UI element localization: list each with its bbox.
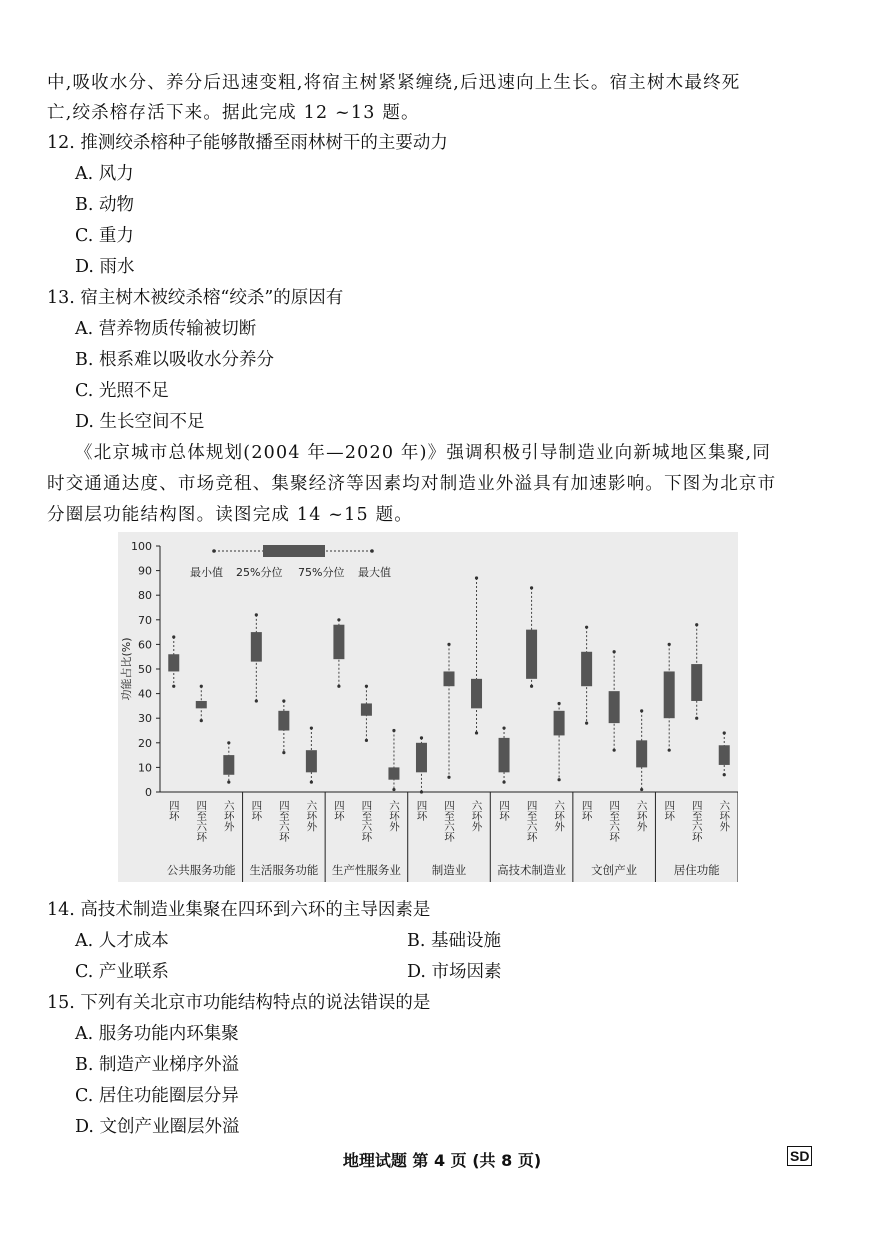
max-dot: [337, 618, 340, 621]
min-dot: [723, 773, 726, 776]
min-dot: [502, 781, 505, 784]
max-dot: [282, 699, 285, 702]
max-dot: [640, 709, 643, 712]
max-dot: [585, 626, 588, 629]
box: [609, 691, 620, 723]
question-12-option-b: B. 动物: [75, 195, 134, 215]
y-tick-label: 90: [138, 564, 152, 578]
box: [333, 625, 344, 659]
y-tick-label: 80: [138, 589, 152, 603]
ring-label: 四环: [167, 800, 180, 821]
min-dot: [282, 751, 285, 754]
min-dot: [200, 719, 203, 722]
box: [581, 652, 592, 686]
min-dot: [420, 790, 423, 793]
y-tick-label: 50: [138, 663, 152, 676]
ring-label: 四环: [498, 800, 511, 821]
ring-label: 四至六环: [608, 800, 621, 842]
question-13-option-c: C. 光照不足: [75, 381, 169, 401]
y-tick-label: 10: [138, 761, 152, 775]
boxplot-svg: [118, 532, 738, 882]
max-dot: [695, 623, 698, 626]
ring-label: 六环外: [470, 800, 483, 832]
question-14-option-b: B. 基础设施: [407, 931, 501, 951]
min-dot: [640, 788, 643, 791]
min-dot: [255, 699, 258, 702]
max-dot: [365, 685, 368, 688]
question-13-stem: 13. 宿主树木被绞杀榕“绞杀”的原因有: [47, 288, 344, 308]
max-dot: [502, 726, 505, 729]
y-tick-label: 100: [131, 540, 152, 553]
box: [526, 630, 537, 679]
box: [388, 767, 399, 779]
ring-label: 六环外: [718, 800, 731, 832]
box: [471, 679, 482, 709]
intro-text-line-2: 亡,绞杀榕存活下来。据此完成 12 ~13 题。: [47, 103, 420, 123]
ring-label: 四至六环: [690, 800, 703, 842]
ring-label: 六环外: [387, 800, 400, 832]
group-label: 高技术制造业: [497, 863, 567, 877]
min-dot: [613, 749, 616, 752]
question-13-option-a: A. 营养物质传输被切断: [75, 319, 257, 339]
min-dot: [227, 781, 230, 784]
max-dot: [447, 643, 450, 646]
ring-label: 六环外: [305, 800, 318, 832]
question-14-option-a: A. 人才成本: [75, 931, 169, 951]
min-dot: [447, 776, 450, 779]
y-tick-label: 40: [138, 687, 152, 701]
ring-label: 四环: [332, 800, 345, 821]
box: [196, 701, 207, 708]
box: [416, 743, 427, 773]
question-12-stem: 12. 推测绞杀榕种子能够散播至雨林树干的主要动力: [47, 133, 448, 153]
ring-label: 四至六环: [525, 800, 538, 842]
min-dot: [585, 722, 588, 725]
ring-label: 四环: [663, 800, 676, 821]
min-dot: [172, 685, 175, 688]
question-12-option-a: A. 风力: [75, 164, 134, 184]
max-dot: [530, 586, 533, 589]
max-dot: [613, 650, 616, 653]
min-dot: [668, 749, 671, 752]
group-label: 文创产业: [591, 863, 638, 877]
question-13-option-b: B. 根系难以吸收水分养分: [75, 350, 274, 370]
box: [223, 755, 234, 775]
y-tick-label: 60: [138, 638, 152, 652]
ring-label: 四至六环: [277, 800, 290, 842]
max-dot: [200, 685, 203, 688]
question-14-option-c: C. 产业联系: [75, 962, 169, 982]
ring-label: 六环外: [635, 800, 648, 832]
box: [444, 671, 455, 686]
question-13-option-d: D. 生长空间不足: [75, 412, 205, 432]
question-15-option-c: C. 居住功能圈层分异: [75, 1086, 239, 1106]
intro2-text-line-1: 《北京城市总体规划(2004 年—2020 年)》强调积极引导制造业向新城地区集聚,同: [75, 443, 772, 463]
max-dot: [227, 741, 230, 744]
legend-label: 25%分位: [236, 566, 283, 579]
question-15-option-d: D. 文创产业圈层外溢: [75, 1117, 240, 1137]
box: [306, 750, 317, 772]
intro2-text-line-2: 时交通通达度、市场竞租、集聚经济等因素均对制造业外溢具有加速影响。下图为北京市: [47, 474, 777, 494]
ring-label: 四至六环: [360, 800, 373, 842]
max-dot: [557, 702, 560, 705]
ring-label: 四至六环: [443, 800, 455, 842]
min-dot: [365, 739, 368, 742]
legend-box: [263, 545, 325, 557]
group-label: 生活服务功能: [249, 863, 319, 877]
ring-function-boxplot-chart: [118, 532, 738, 882]
box: [691, 664, 702, 701]
legend-label: 最小值: [190, 566, 223, 579]
ring-label: 四至六环: [195, 800, 208, 842]
box: [278, 711, 289, 731]
ring-label: 四环: [415, 800, 428, 821]
question-12-option-d: D. 雨水: [75, 257, 135, 277]
ring-label: 六环外: [222, 800, 235, 832]
question-14-option-d: D. 市场因素: [407, 962, 502, 982]
box: [168, 654, 179, 671]
max-dot: [392, 729, 395, 732]
min-dot: [392, 788, 395, 791]
min-dot: [310, 781, 313, 784]
min-dot: [337, 685, 340, 688]
legend-label: 75%分位: [298, 566, 345, 579]
y-tick-label: 0: [145, 786, 152, 799]
max-dot: [255, 613, 258, 616]
y-tick-label: 30: [138, 712, 152, 726]
page-footer: 地理试题 第 4 页 (共 8 页): [342, 1151, 542, 1170]
question-15-option-a: A. 服务功能内环集聚: [75, 1024, 239, 1044]
intro-text-line-1: 中,吸收水分、养分后迅速变粗,将宿主树紧紧缠绕,后迅速向上生长。宿主树木最终死: [47, 73, 741, 93]
box: [719, 745, 730, 765]
ring-label: 四环: [250, 800, 263, 821]
group-label: 制造业: [431, 863, 467, 877]
y-tick-label: 70: [138, 613, 152, 627]
box: [361, 703, 372, 715]
sd-badge: SD: [787, 1146, 812, 1166]
max-dot: [310, 726, 313, 729]
group-label: 公共服务功能: [166, 863, 236, 877]
legend-max-dot: [370, 549, 374, 553]
y-axis-title: 功能占比(%): [120, 637, 133, 701]
min-dot: [475, 731, 478, 734]
legend-label: 最大值: [358, 566, 391, 579]
box: [499, 738, 510, 772]
min-dot: [557, 778, 560, 781]
intro2-text-line-3: 分圈层功能结构图。读图完成 14 ~15 题。: [47, 505, 413, 525]
max-dot: [723, 731, 726, 734]
max-dot: [668, 643, 671, 646]
box: [554, 711, 565, 736]
ring-label: 六环外: [553, 800, 566, 832]
box: [251, 632, 262, 662]
y-tick-label: 20: [138, 736, 152, 750]
question-12-option-c: C. 重力: [75, 226, 134, 246]
box: [636, 740, 647, 767]
max-dot: [172, 635, 175, 638]
question-15-stem: 15. 下列有关北京市功能结构特点的说法错误的是: [47, 993, 431, 1013]
min-dot: [530, 685, 533, 688]
group-label: 居住功能: [673, 863, 720, 877]
question-14-stem: 14. 高技术制造业集聚在四环到六环的主导因素是: [47, 900, 431, 920]
question-15-option-b: B. 制造产业梯序外溢: [75, 1055, 239, 1075]
group-label: 生产性服务业: [331, 863, 401, 877]
ring-label: 四环: [580, 800, 593, 821]
max-dot: [475, 576, 478, 579]
min-dot: [695, 717, 698, 720]
box: [664, 671, 675, 718]
max-dot: [420, 736, 423, 739]
legend-min-dot: [212, 549, 216, 553]
